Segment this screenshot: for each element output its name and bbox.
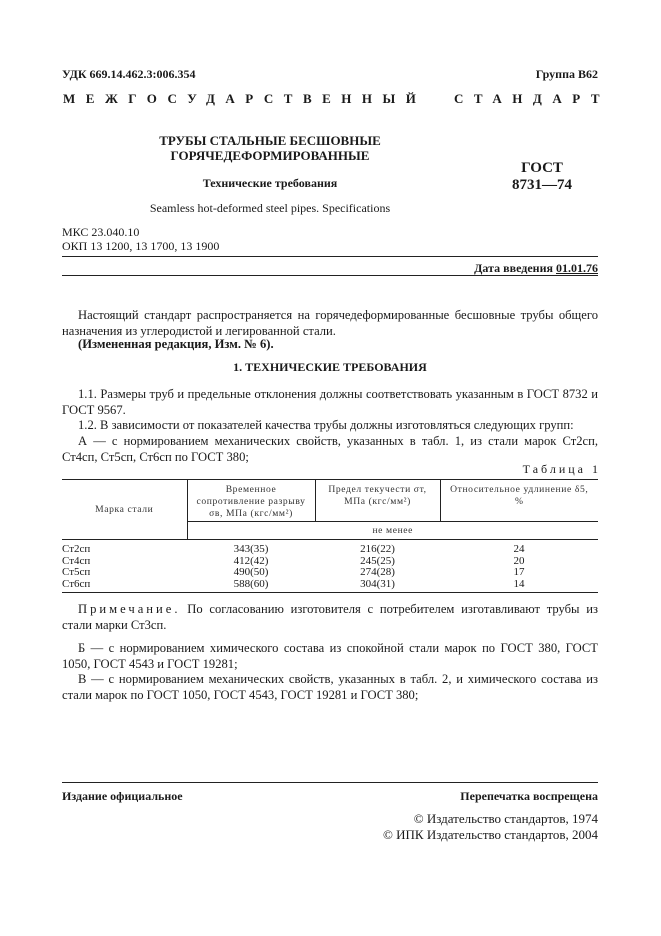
table-cell: Ст4сп [62,554,91,567]
gost-label: ГОСТ [521,160,563,176]
table-header-min: не менее [187,522,598,540]
table-header-elongation: Относительное удлинение δ5, % [440,480,598,522]
udk-code: УДК 669.14.462.3:006.354 [62,67,196,81]
group-code: Группа В62 [535,67,598,81]
section-1-paragraph-3: А — с нормированием механических свойств, указанных в табл. 1, из стали марок Ст2сп, Ст4сп, Ст5сп, Ст6сп по ГОСТ 380; [62,434,598,464]
title-line-1: ТРУБЫ СТАЛЬНЫЕ БЕСШОВНЫЕ [159,133,381,148]
mks-code: МКС 23.040.10 [62,225,140,239]
table-cell: 588(60) [233,577,269,590]
table-cell: 14 [513,577,525,590]
table-header-steel-grade: Марка стали [62,480,187,540]
copyright-1974: © Издательство стандартов, 1974 [413,811,598,826]
note-label: Примечание. [78,602,181,616]
table-1 [62,479,598,590]
table-header-yield-strength: Предел текучести σт, МПа (кгс/мм²) [315,480,440,522]
gost-number: 8731—74 [512,177,572,193]
table-cell: 24 [513,543,525,555]
section-1-paragraph-1: 1.1. Размеры труб и предельные отклонения должны соответствовать указанным в ГОСТ 8732 и ГОСТ 9567. [62,387,598,417]
table-row [62,579,598,591]
table-cell: 412(42) [233,554,269,567]
table-1-caption: Таблица 1 [522,462,601,476]
divider-footer [62,782,598,783]
table-cell: 304(31) [360,577,395,590]
english-title: Seamless hot-deformed steel pipes. Specifications [149,201,391,215]
table-cell: Ст2сп [62,543,91,555]
table-cell: 17 [513,566,525,578]
copyright-2004: © ИПК Издательство стандартов, 2004 [383,827,598,842]
effective-date [474,261,598,276]
table-cell: Ст6сп [62,577,91,590]
banner-standard: СТАНДАРТ [454,91,611,106]
intro-amendment: (Измененная редакция, Изм. № 6). [78,337,274,351]
banner-interstate: МЕЖГОСУДАРСТВЕННЫЙ [63,91,427,106]
section-1-paragraph-2: 1.2. В зависимости от показателей качества трубы должны изготовляться следующих групп: [78,418,574,432]
table-1-note [62,601,598,633]
copyright-block [383,811,598,843]
document-title [120,133,420,163]
table-cell: 274(28) [360,566,395,578]
effective-date-label: Дата введения [474,261,553,275]
table-row [62,544,598,556]
title-line-2: ГОРЯЧЕДЕФОРМИРОВАННЫЕ [170,148,370,163]
divider-date [62,275,598,276]
table-cell: 343(35) [233,543,269,555]
table-cell: 490(50) [233,566,269,578]
table-cell: 216(22) [360,543,395,555]
divider-top [62,256,598,257]
table-row [62,567,598,579]
group-b-paragraph: Б — с нормированием химического состава из спокойной стали марок по ГОСТ 380, ГОСТ 1050, ГОСТ 4543 и ГОСТ 19281; [62,641,598,671]
group-v-paragraph: В — с нормированием механических свойств, указанных в табл. 2, и химического состава из стали марок по ГОСТ 1050, ГОСТ 4543, ГОСТ 19281 и ГОСТ 380; [62,672,598,702]
note-text: По согласованию изготовителя с потребителем изготавливают трубы из стали марки Ст3сп. [62,602,598,632]
intro-paragraph: Настоящий стандарт распространяется на горячедеформированные бесшовные трубы общего назначения из углеродистой и легированной стали. [62,308,598,338]
classification-codes [62,225,219,253]
document-subtitle: Технические требования [202,176,338,190]
effective-date-value: 01.01.76 [556,261,598,275]
official-edition: Издание официальное [62,789,183,803]
table-1-bottom-border [62,592,598,593]
reprint-prohibited: Перепечатка воспрещена [460,789,598,803]
section-1-heading: 1. ТЕХНИЧЕСКИЕ ТРЕБОВАНИЯ [233,360,427,374]
table-cell: Ст5сп [62,566,91,578]
table-header-tensile-strength: Временное сопротивление разрыву σв, МПа (кгс/мм²) [187,480,315,522]
okp-code: ОКП 13 1200, 13 1700, 13 1900 [62,239,220,253]
table-cell: 245(25) [360,554,395,567]
table-cell: 20 [513,554,525,567]
gost-designation [500,160,584,194]
